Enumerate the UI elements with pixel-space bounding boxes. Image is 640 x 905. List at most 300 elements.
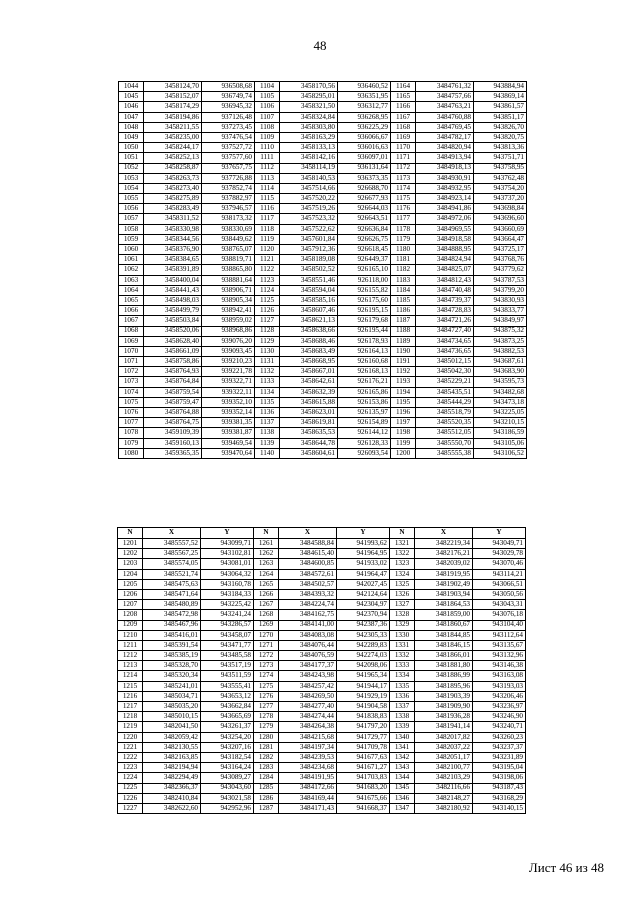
y-coordinate-cell: 941709,78	[337, 742, 390, 752]
point-number-cell: 1167	[391, 112, 416, 122]
point-number-cell: 1339	[390, 722, 415, 732]
x-coordinate-cell: 3458764,93	[144, 367, 202, 377]
x-coordinate-cell: 3484734,65	[416, 336, 474, 346]
point-number-cell: 1111	[255, 153, 280, 163]
x-coordinate-cell: 3484393,32	[279, 589, 337, 599]
table-row	[119, 448, 527, 458]
point-number-cell: 1063	[119, 275, 144, 285]
point-number-cell: 1072	[119, 367, 144, 377]
point-number-cell: 1064	[119, 285, 144, 295]
x-coordinate-cell: 3458235,00	[144, 132, 202, 142]
x-coordinate-cell: 3458295,01	[280, 92, 338, 102]
y-coordinate-cell: 943029,78	[473, 549, 526, 559]
y-coordinate-cell: 942124,64	[337, 589, 390, 599]
point-number-cell: 1199	[391, 438, 416, 448]
x-coordinate-cell: 3482163,85	[143, 752, 201, 762]
y-coordinate-cell: 939352,10	[202, 397, 255, 407]
y-coordinate-cell: 938906,71	[202, 285, 255, 295]
table-row	[119, 122, 527, 132]
table-row	[119, 214, 527, 224]
point-number-cell: 1118	[255, 224, 280, 234]
x-coordinate-cell: 3458330,98	[144, 224, 202, 234]
y-coordinate-cell: 938905,34	[202, 295, 255, 305]
x-coordinate-cell: 3485034,71	[143, 691, 201, 701]
x-coordinate-cell: 3482051,17	[415, 752, 473, 762]
y-coordinate-cell: 926175,60	[338, 295, 391, 305]
y-coordinate-cell: 936460,52	[338, 82, 391, 92]
x-coordinate-cell: 3484728,83	[416, 306, 474, 316]
point-number-cell: 1286	[254, 793, 279, 803]
x-coordinate-cell: 3482194,94	[143, 763, 201, 773]
point-number-cell: 1179	[391, 234, 416, 244]
point-number-cell: 1330	[390, 630, 415, 640]
point-number-cell: 1112	[255, 163, 280, 173]
x-coordinate-cell: 3482103,29	[415, 773, 473, 783]
y-coordinate-cell: 938942,41	[202, 306, 255, 316]
x-coordinate-cell: 3457523,32	[280, 214, 338, 224]
point-number-cell: 1273	[254, 661, 279, 671]
x-coordinate-cell: 3458275,89	[144, 194, 202, 204]
y-coordinate-cell: 937657,75	[202, 163, 255, 173]
point-number-cell: 1178	[391, 224, 416, 234]
table-row	[118, 661, 526, 671]
point-number-cell: 1203	[118, 559, 143, 569]
x-coordinate-cell: 3458642,61	[280, 377, 338, 387]
y-coordinate-cell: 939076,20	[202, 336, 255, 346]
y-coordinate-cell: 943210,15	[474, 418, 527, 428]
y-coordinate-cell: 943653,12	[201, 691, 254, 701]
point-number-cell: 1107	[255, 112, 280, 122]
point-number-cell: 1177	[391, 214, 416, 224]
x-coordinate-cell: 3485550,70	[416, 438, 474, 448]
y-coordinate-cell: 943826,70	[474, 122, 527, 132]
point-number-cell: 1168	[391, 122, 416, 132]
y-coordinate-cell: 941729,77	[337, 732, 390, 742]
y-coordinate-cell: 938959,02	[202, 316, 255, 326]
y-coordinate-cell: 943696,60	[474, 214, 527, 224]
table-row	[118, 763, 526, 773]
y-coordinate-cell: 943660,69	[474, 224, 527, 234]
y-coordinate-cell: 936312,77	[338, 102, 391, 112]
y-coordinate-cell: 943482,68	[474, 387, 527, 397]
table-row	[118, 712, 526, 722]
table-row	[118, 640, 526, 650]
point-number-cell: 1129	[255, 336, 280, 346]
point-number-cell: 1195	[391, 397, 416, 407]
point-number-cell: 1284	[254, 773, 279, 783]
point-number-cell: 1068	[119, 326, 144, 336]
table-row	[119, 265, 527, 275]
x-coordinate-cell: 3481903,94	[415, 589, 473, 599]
point-number-cell: 1190	[391, 346, 416, 356]
y-coordinate-cell: 926165,10	[338, 265, 391, 275]
point-number-cell: 1194	[391, 387, 416, 397]
x-coordinate-cell: 3484727,40	[416, 326, 474, 336]
x-coordinate-cell: 3482410,84	[143, 793, 201, 803]
y-coordinate-cell: 943231,89	[473, 752, 526, 762]
table-row	[119, 306, 527, 316]
y-coordinate-cell: 936508,68	[202, 82, 255, 92]
table-row	[118, 803, 526, 813]
y-coordinate-cell: 943112,64	[473, 630, 526, 640]
x-coordinate-cell: 3457522,62	[280, 224, 338, 234]
x-coordinate-cell: 3481881,80	[415, 661, 473, 671]
x-coordinate-cell: 3458619,81	[280, 418, 338, 428]
point-number-cell: 1169	[391, 132, 416, 142]
point-number-cell: 1217	[118, 702, 143, 712]
y-coordinate-cell: 943049,71	[473, 539, 526, 549]
x-coordinate-cell: 3481864,53	[415, 600, 473, 610]
y-coordinate-cell: 926688,70	[338, 183, 391, 193]
table-row	[118, 681, 526, 691]
x-coordinate-cell: 3481903,39	[415, 691, 473, 701]
point-number-cell: 1268	[254, 610, 279, 620]
y-coordinate-cell: 943799,20	[474, 285, 527, 295]
x-coordinate-cell: 3458520,06	[144, 326, 202, 336]
x-coordinate-cell: 3484824,94	[416, 255, 474, 265]
y-coordinate-cell: 938765,07	[202, 245, 255, 255]
point-number-cell: 1171	[391, 153, 416, 163]
x-coordinate-cell: 3484812,43	[416, 275, 474, 285]
point-number-cell: 1133	[255, 377, 280, 387]
point-number-cell: 1341	[390, 742, 415, 752]
table-row	[118, 752, 526, 762]
point-number-cell: 1187	[391, 316, 416, 326]
y-coordinate-cell: 926643,51	[338, 214, 391, 224]
x-coordinate-cell: 3484274,44	[279, 712, 337, 722]
point-number-cell: 1048	[119, 122, 144, 132]
x-coordinate-cell: 3457912,36	[280, 245, 338, 255]
point-number-cell: 1185	[391, 295, 416, 305]
x-coordinate-cell: 3459160,13	[144, 438, 202, 448]
x-coordinate-cell: 3484191,95	[279, 773, 337, 783]
y-coordinate-cell: 943737,20	[474, 194, 527, 204]
point-number-cell: 1173	[391, 173, 416, 183]
x-coordinate-cell: 3484269,50	[279, 691, 337, 701]
y-coordinate-cell: 943163,08	[473, 671, 526, 681]
y-coordinate-cell: 926176,21	[338, 377, 391, 387]
x-coordinate-cell: 3485010,15	[143, 712, 201, 722]
point-number-cell: 1278	[254, 712, 279, 722]
x-coordinate-cell: 3459365,35	[144, 448, 202, 458]
y-coordinate-cell: 926195,15	[338, 306, 391, 316]
table-row	[118, 559, 526, 569]
x-coordinate-cell: 3482622,60	[143, 803, 201, 813]
point-number-cell: 1123	[255, 275, 280, 285]
point-number-cell: 1189	[391, 336, 416, 346]
table-row	[118, 620, 526, 630]
y-coordinate-cell: 926168,13	[338, 367, 391, 377]
y-coordinate-cell: 943261,37	[201, 722, 254, 732]
point-number-cell: 1262	[254, 549, 279, 559]
table-row	[119, 173, 527, 183]
y-coordinate-cell: 943779,62	[474, 265, 527, 275]
point-number-cell: 1188	[391, 326, 416, 336]
x-coordinate-cell: 3485012,15	[416, 357, 474, 367]
x-coordinate-cell: 3481902,49	[415, 579, 473, 589]
point-number-cell: 1275	[254, 681, 279, 691]
y-coordinate-cell: 942274,03	[337, 651, 390, 661]
point-number-cell: 1057	[119, 214, 144, 224]
table-row	[119, 143, 527, 153]
point-number-cell: 1215	[118, 681, 143, 691]
point-number-cell: 1216	[118, 691, 143, 701]
x-coordinate-cell: 3485467,96	[143, 620, 201, 630]
header-cell: N	[390, 528, 415, 539]
point-number-cell: 1164	[391, 82, 416, 92]
x-coordinate-cell: 3458661,09	[144, 346, 202, 356]
y-coordinate-cell: 941964,47	[337, 569, 390, 579]
x-coordinate-cell: 3485520,35	[416, 418, 474, 428]
y-coordinate-cell: 939381,35	[202, 418, 255, 428]
point-number-cell: 1116	[255, 204, 280, 214]
y-coordinate-cell: 943146,38	[473, 661, 526, 671]
x-coordinate-cell: 3458252,13	[144, 153, 202, 163]
y-coordinate-cell: 941965,34	[337, 671, 390, 681]
table-row	[119, 387, 527, 397]
x-coordinate-cell: 3482148,27	[415, 793, 473, 803]
x-coordinate-cell: 3485480,89	[143, 600, 201, 610]
x-coordinate-cell: 3458441,43	[144, 285, 202, 295]
x-coordinate-cell: 3484615,40	[279, 549, 337, 559]
x-coordinate-cell: 3458174,29	[144, 102, 202, 112]
point-number-cell: 1104	[255, 82, 280, 92]
point-number-cell: 1340	[390, 732, 415, 742]
x-coordinate-cell: 3458668,95	[280, 357, 338, 367]
y-coordinate-cell: 939352,14	[202, 408, 255, 418]
point-number-cell: 1060	[119, 245, 144, 255]
y-coordinate-cell: 939381,87	[202, 428, 255, 438]
x-coordinate-cell: 3459109,39	[144, 428, 202, 438]
y-coordinate-cell: 936016,63	[338, 143, 391, 153]
y-coordinate-cell: 943225,42	[201, 600, 254, 610]
point-number-cell: 1120	[255, 245, 280, 255]
x-coordinate-cell: 3458114,19	[280, 163, 338, 173]
y-coordinate-cell: 943168,29	[473, 793, 526, 803]
point-number-cell: 1328	[390, 610, 415, 620]
point-number-cell: 1130	[255, 346, 280, 356]
table-row	[119, 183, 527, 193]
y-coordinate-cell: 943160,78	[201, 579, 254, 589]
x-coordinate-cell: 3484769,45	[416, 122, 474, 132]
point-number-cell: 1333	[390, 661, 415, 671]
x-coordinate-cell: 3484239,53	[279, 752, 337, 762]
table-row	[118, 722, 526, 732]
point-number-cell: 1077	[119, 418, 144, 428]
point-number-cell: 1198	[391, 428, 416, 438]
point-number-cell: 1131	[255, 357, 280, 367]
point-number-cell: 1210	[118, 630, 143, 640]
point-number-cell: 1045	[119, 92, 144, 102]
point-number-cell: 1069	[119, 336, 144, 346]
x-coordinate-cell: 3457514,66	[280, 183, 338, 193]
point-number-cell: 1186	[391, 306, 416, 316]
y-coordinate-cell: 943184,33	[201, 589, 254, 599]
table-row	[118, 702, 526, 712]
point-number-cell: 1337	[390, 702, 415, 712]
y-coordinate-cell: 943135,67	[473, 640, 526, 650]
point-number-cell: 1336	[390, 691, 415, 701]
x-coordinate-cell: 3481859,00	[415, 610, 473, 620]
point-number-cell: 1261	[254, 539, 279, 549]
table-row	[118, 589, 526, 599]
x-coordinate-cell: 3484888,95	[416, 245, 474, 255]
y-coordinate-cell: 938330,69	[202, 224, 255, 234]
y-coordinate-cell: 926449,37	[338, 255, 391, 265]
point-number-cell: 1106	[255, 102, 280, 112]
point-number-cell: 1044	[119, 82, 144, 92]
y-coordinate-cell: 943873,25	[474, 336, 527, 346]
y-coordinate-cell: 936131,64	[338, 163, 391, 173]
point-number-cell: 1062	[119, 265, 144, 275]
y-coordinate-cell: 936351,95	[338, 92, 391, 102]
x-coordinate-cell: 3485042,30	[416, 367, 474, 377]
table-row	[119, 132, 527, 142]
point-number-cell: 1056	[119, 204, 144, 214]
point-number-cell: 1271	[254, 640, 279, 650]
point-number-cell: 1329	[390, 620, 415, 630]
y-coordinate-cell: 943471,77	[201, 640, 254, 650]
point-number-cell: 1225	[118, 783, 143, 793]
y-coordinate-cell: 936225,29	[338, 122, 391, 132]
point-number-cell: 1331	[390, 640, 415, 650]
x-coordinate-cell: 3458758,86	[144, 357, 202, 367]
y-coordinate-cell: 941993,62	[337, 539, 390, 549]
x-coordinate-cell: 3484141,00	[279, 620, 337, 630]
table-row	[119, 418, 527, 428]
y-coordinate-cell: 943762,48	[474, 173, 527, 183]
point-number-cell: 1206	[118, 589, 143, 599]
y-coordinate-cell: 939221,78	[202, 367, 255, 377]
point-number-cell: 1047	[119, 112, 144, 122]
table-row	[118, 742, 526, 752]
point-number-cell: 1055	[119, 194, 144, 204]
x-coordinate-cell: 3484215,68	[279, 732, 337, 742]
y-coordinate-cell: 943043,31	[473, 600, 526, 610]
point-number-cell: 1127	[255, 316, 280, 326]
y-coordinate-cell: 943241,24	[201, 610, 254, 620]
point-number-cell: 1066	[119, 306, 144, 316]
point-number-cell: 1182	[391, 265, 416, 275]
point-number-cell: 1344	[390, 773, 415, 783]
table-row	[119, 408, 527, 418]
point-number-cell: 1197	[391, 418, 416, 428]
point-number-cell: 1287	[254, 803, 279, 813]
x-coordinate-cell: 3458163,29	[280, 132, 338, 142]
y-coordinate-cell: 941675,66	[337, 793, 390, 803]
y-coordinate-cell: 943237,37	[473, 742, 526, 752]
x-coordinate-cell: 3458759,54	[144, 387, 202, 397]
x-coordinate-cell: 3482366,37	[143, 783, 201, 793]
x-coordinate-cell: 3458638,66	[280, 326, 338, 336]
table-row	[119, 92, 527, 102]
y-coordinate-cell: 926093,54	[338, 448, 391, 458]
point-number-cell: 1191	[391, 357, 416, 367]
y-coordinate-cell: 943665,69	[201, 712, 254, 722]
y-coordinate-cell: 939469,54	[202, 438, 255, 448]
point-number-cell: 1322	[390, 549, 415, 559]
y-coordinate-cell: 943286,57	[201, 620, 254, 630]
y-coordinate-cell: 943861,57	[474, 102, 527, 112]
y-coordinate-cell: 938968,86	[202, 326, 255, 336]
x-coordinate-cell: 3481941,14	[415, 722, 473, 732]
point-number-cell: 1175	[391, 194, 416, 204]
y-coordinate-cell: 926677,93	[338, 194, 391, 204]
y-coordinate-cell: 941838,83	[337, 712, 390, 722]
x-coordinate-cell: 3458764,75	[144, 418, 202, 428]
y-coordinate-cell: 943725,17	[474, 245, 527, 255]
x-coordinate-cell: 3484502,57	[279, 579, 337, 589]
point-number-cell: 1218	[118, 712, 143, 722]
point-number-cell: 1211	[118, 640, 143, 650]
y-coordinate-cell: 937476,54	[202, 132, 255, 142]
page-number: 48	[313, 38, 327, 53]
point-number-cell: 1205	[118, 579, 143, 589]
x-coordinate-cell: 3458273,40	[144, 183, 202, 193]
x-coordinate-cell: 3458303,80	[280, 122, 338, 132]
x-coordinate-cell: 3458585,16	[280, 295, 338, 305]
y-coordinate-cell: 942305,33	[337, 630, 390, 640]
point-number-cell: 1272	[254, 651, 279, 661]
point-number-cell: 1347	[390, 803, 415, 813]
y-coordinate-cell: 943260,23	[473, 732, 526, 742]
x-coordinate-cell: 3482059,42	[143, 732, 201, 742]
x-coordinate-cell: 3482037,22	[415, 742, 473, 752]
x-coordinate-cell: 3481936,28	[415, 712, 473, 722]
sheet-footer: Лист 46 из 48	[528, 860, 604, 875]
y-coordinate-cell: 943081,01	[201, 559, 254, 569]
x-coordinate-cell: 3484243,98	[279, 671, 337, 681]
point-number-cell: 1136	[255, 408, 280, 418]
point-number-cell: 1267	[254, 600, 279, 610]
point-number-cell: 1049	[119, 132, 144, 142]
x-coordinate-cell: 3485229,21	[416, 377, 474, 387]
point-number-cell: 1165	[391, 92, 416, 102]
point-number-cell: 1204	[118, 569, 143, 579]
x-coordinate-cell: 3484913,94	[416, 153, 474, 163]
point-number-cell: 1265	[254, 579, 279, 589]
x-coordinate-cell: 3485444,29	[416, 397, 474, 407]
point-number-cell: 1115	[255, 194, 280, 204]
point-number-cell: 1227	[118, 803, 143, 813]
y-coordinate-cell: 942304,97	[337, 600, 390, 610]
point-number-cell: 1065	[119, 295, 144, 305]
y-coordinate-cell: 939322,11	[202, 387, 255, 397]
x-coordinate-cell: 3485471,64	[143, 589, 201, 599]
table-row	[118, 600, 526, 610]
y-coordinate-cell: 926165,86	[338, 387, 391, 397]
x-coordinate-cell: 3458628,40	[144, 336, 202, 346]
x-coordinate-cell: 3485475,63	[143, 579, 201, 589]
x-coordinate-cell: 3485320,34	[143, 671, 201, 681]
x-coordinate-cell: 3458607,46	[280, 306, 338, 316]
point-number-cell: 1172	[391, 163, 416, 173]
y-coordinate-cell: 926135,97	[338, 408, 391, 418]
y-coordinate-cell: 943182,54	[201, 752, 254, 762]
x-coordinate-cell: 3484918,58	[416, 234, 474, 244]
x-coordinate-cell: 3458623,01	[280, 408, 338, 418]
table-row	[118, 539, 526, 549]
header-cell: X	[279, 528, 337, 539]
table-row	[119, 295, 527, 305]
x-coordinate-cell: 3458189,08	[280, 255, 338, 265]
x-coordinate-cell: 3458142,16	[280, 153, 338, 163]
y-coordinate-cell: 943070,46	[473, 559, 526, 569]
point-number-cell: 1174	[391, 183, 416, 193]
x-coordinate-cell: 3485328,70	[143, 661, 201, 671]
table-row	[119, 255, 527, 265]
x-coordinate-cell: 3458644,78	[280, 438, 338, 448]
